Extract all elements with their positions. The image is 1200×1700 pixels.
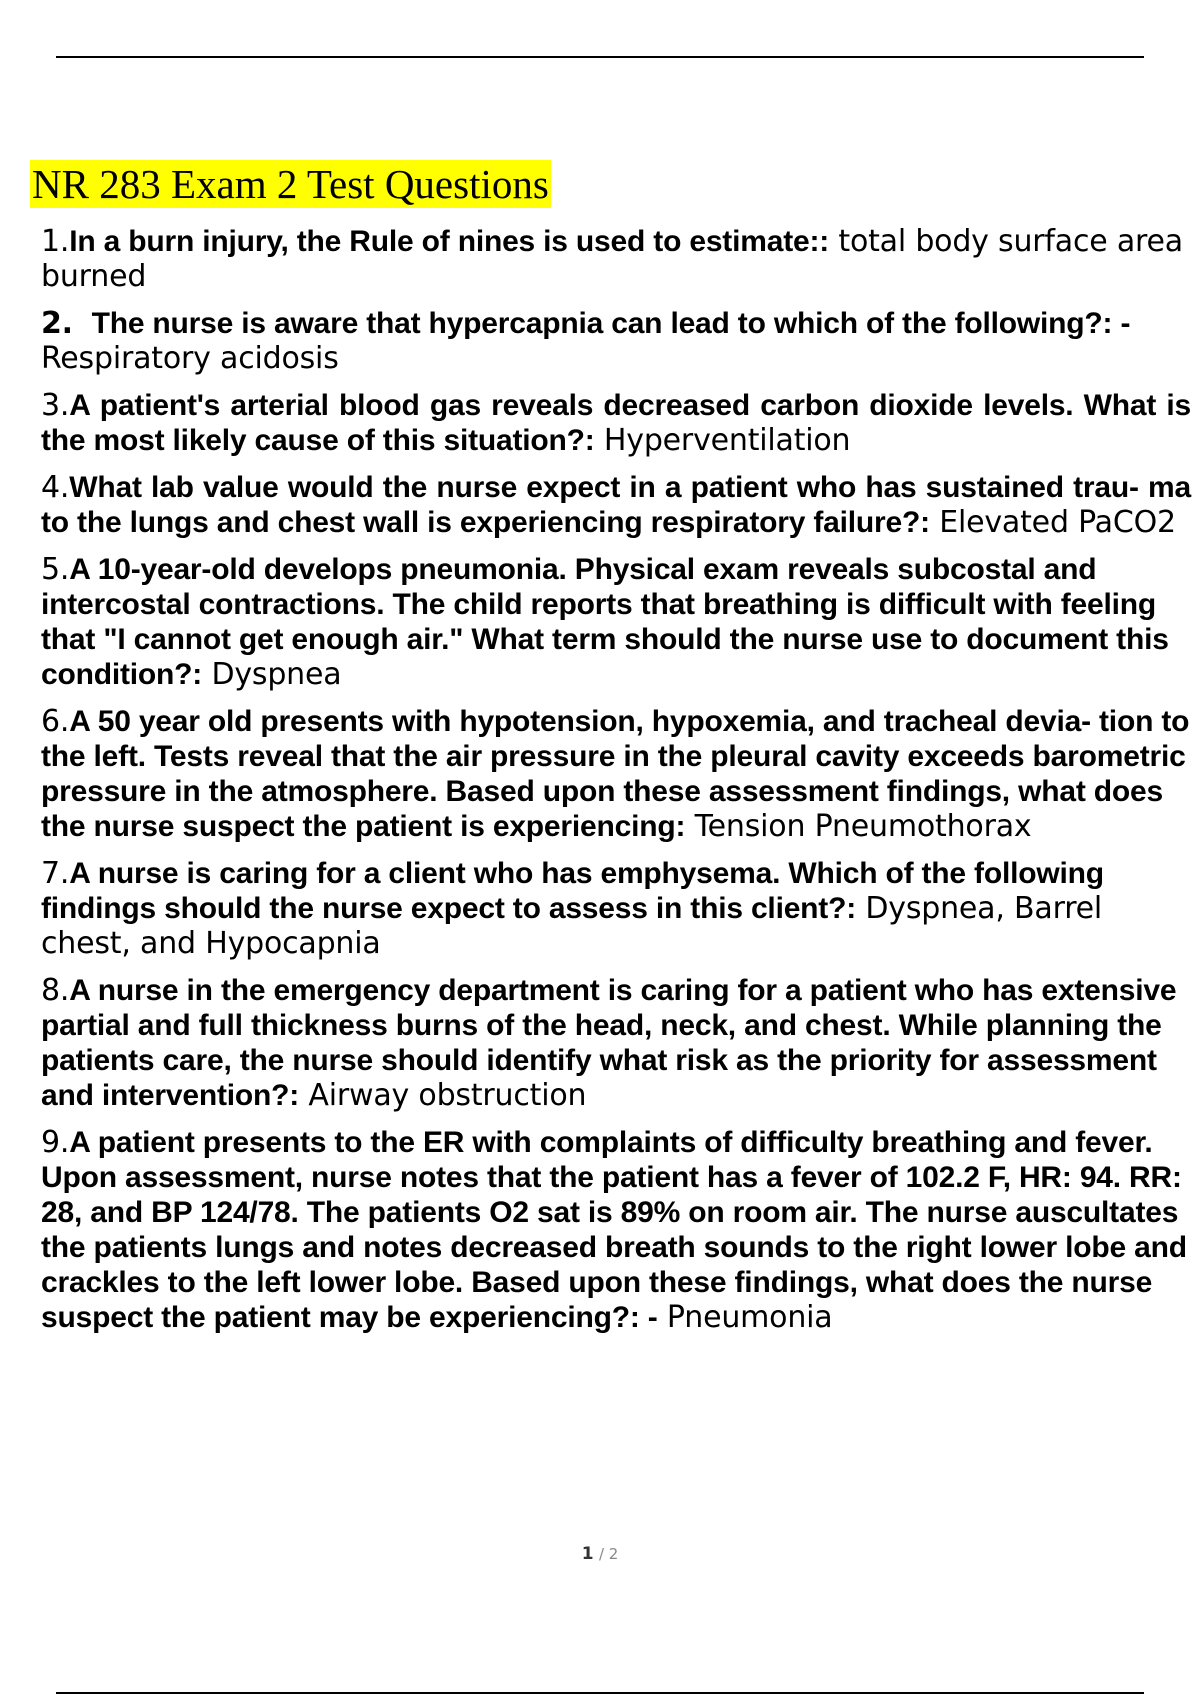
document-title: NR 283 Exam 2 Test Questions <box>32 161 549 207</box>
top-divider <box>56 56 1144 58</box>
question-item-7 <box>41 856 1191 961</box>
question-text: The nurse is aware that hypercapnia can lead to which of the following?: - <box>91 307 1131 340</box>
question-number: 8. <box>41 973 70 1008</box>
question-text: A patient's arterial blood gas reveals decreased carbon dioxide levels. What is the most likely cause of this situation?: <box>41 389 1191 457</box>
total-page-count: / 2 <box>598 1545 619 1563</box>
bottom-divider <box>56 1692 1144 1694</box>
answer-text: Pneumonia <box>666 1300 833 1335</box>
question-item-5 <box>41 552 1191 692</box>
question-number: 4. <box>41 470 70 505</box>
question-item-8 <box>41 973 1191 1113</box>
answer-text: Respiratory acidosis <box>41 341 339 376</box>
question-text: A nurse in the emergency department is caring for a patient who has extensive partial and full thickness burns of the head, neck, and chest. While planning the patients care, the nurse should identify what risk as the priority for assessment and intervention?: <box>41 974 1177 1112</box>
question-number: 7. <box>41 856 70 891</box>
current-page-number: 1 <box>581 1544 594 1564</box>
question-text: A nurse is caring for a client who has emphysema. Which of the following findings should the nurse expect to assess in this client?: <box>41 857 1104 925</box>
question-number: 1. <box>41 224 70 259</box>
question-item-4 <box>41 470 1191 540</box>
question-item-6 <box>41 704 1191 844</box>
answer-text: Dyspnea <box>211 657 342 692</box>
answer-text: Elevated PaCO2 <box>939 505 1176 540</box>
question-text: In a burn injury, the Rule of nines is used to estimate:: <box>69 225 830 258</box>
question-list <box>41 224 1191 1347</box>
question-number: 2. <box>41 306 73 341</box>
question-item-3 <box>41 388 1191 458</box>
question-item-1 <box>41 224 1191 294</box>
answer-text: total body surface area burned <box>41 224 1183 294</box>
title-container <box>30 160 551 208</box>
question-number: 5. <box>41 552 70 587</box>
answer-text: Dyspnea, Barrel chest, and Hypocapnia <box>41 891 1103 961</box>
question-item-2 <box>41 306 1191 376</box>
question-number: 9. <box>41 1125 70 1160</box>
question-item-9 <box>41 1125 1191 1335</box>
question-text: A 10-year-old develops pneumonia. Physical exam reveals subcostal and intercostal contractions. The child reports that breathing is difficult with feeling that "I cannot get enough air." What term should the nurse use to document this condition?: <box>41 553 1169 691</box>
question-text: What lab value would the nurse expect in a patient who has sustained trau- ma to the lungs and chest wall is experiencing respiratory failure?: <box>41 471 1191 539</box>
answer-text: Tension Pneumothorax <box>694 809 1032 844</box>
answer-text: Hyperventilation <box>603 423 851 458</box>
page-indicator <box>0 1544 1200 1564</box>
question-number: 6. <box>41 704 70 739</box>
question-text: A patient presents to the ER with complaints of difficulty breathing and fever. Upon assessment, nurse notes that the patient has a fever of 102.2 F, HR: 94. RR: 28, and BP 124/78. The patients O2 sat is 89% on room air. The nurse auscultates the patients lungs and notes decreased breath sounds to the right lower lobe and crackles to the left lower lobe. Based upon these findings, what does the nurse suspect the patient may be experiencing?: - <box>41 1126 1187 1334</box>
answer-text: Airway obstruction <box>308 1078 587 1113</box>
question-number: 3. <box>41 388 70 423</box>
question-text: A 50 year old presents with hypotension, hypoxemia, and tracheal devia- tion to the left. Tests reveal that the air pressure in the pleural cavity exceeds barometric pressure in the atmosphere. Based upon these assessment findings, what does the nurse suspect the patient is experiencing: <box>41 705 1190 843</box>
